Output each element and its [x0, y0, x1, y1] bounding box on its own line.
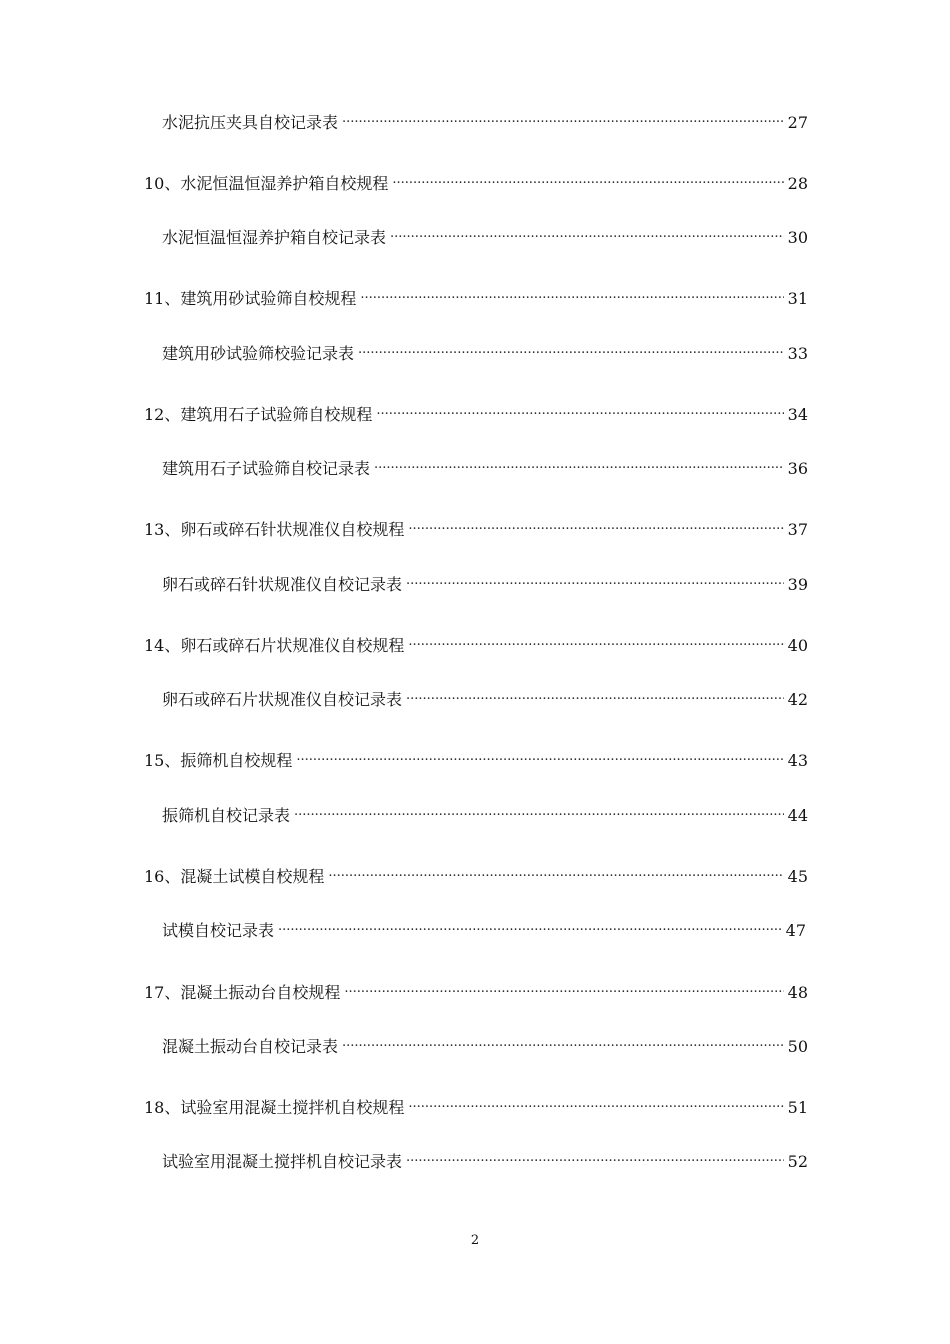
- toc-dot-leader: [408, 519, 783, 535]
- page-number: 2: [470, 1233, 480, 1248]
- toc-dot-leader: [406, 689, 784, 705]
- toc-dot-leader: [376, 404, 783, 420]
- toc-dot-leader: [406, 1151, 784, 1167]
- toc-entry[interactable]: [162, 1151, 808, 1173]
- toc-entry-title: 卵石或碎石片状规准仪自校记录表: [162, 690, 403, 709]
- toc-entry-title: 试验室用混凝土搅拌机自校记录表: [162, 1152, 403, 1171]
- toc-dot-leader: [360, 288, 783, 304]
- toc-entry-title: 12、建筑用石子试验筛自校规程: [144, 405, 373, 424]
- toc-entry[interactable]: [144, 866, 808, 888]
- toc-entry-page: 37: [787, 520, 808, 539]
- toc-dot-leader: [342, 112, 784, 128]
- toc-entry-page: 42: [787, 690, 808, 709]
- toc-entry[interactable]: [162, 574, 808, 596]
- toc-entry-page: 33: [787, 344, 808, 363]
- toc-entry-page: 34: [787, 405, 808, 424]
- toc-entry-title: 建筑用砂试验筛校验记录表: [162, 344, 355, 363]
- toc-entry[interactable]: [144, 1097, 808, 1119]
- toc-entry-title: 试模自校记录表: [162, 921, 275, 940]
- toc-entry-title: 卵石或碎石针状规准仪自校记录表: [162, 575, 403, 594]
- toc-entry-page: 39: [787, 575, 808, 594]
- toc-entry[interactable]: [162, 343, 808, 365]
- toc-entry-page: 43: [787, 751, 808, 770]
- toc-entry[interactable]: [144, 288, 808, 310]
- toc-entry-page: 48: [787, 983, 808, 1002]
- toc-dot-leader: [408, 1097, 783, 1113]
- toc-dot-leader: [296, 750, 783, 766]
- toc-entry-title: 水泥恒温恒湿养护箱自校记录表: [162, 228, 387, 247]
- toc-dot-leader: [392, 173, 783, 189]
- toc-entry[interactable]: [162, 227, 808, 249]
- toc-entry-title: 10、水泥恒温恒湿养护箱自校规程: [144, 174, 389, 193]
- toc-dot-leader: [390, 227, 784, 243]
- toc-entry-page: 52: [787, 1152, 808, 1171]
- toc-dot-leader: [328, 866, 783, 882]
- toc-dot-leader: [358, 343, 784, 359]
- toc-dot-leader: [374, 458, 784, 474]
- toc-dot-leader: [406, 574, 784, 590]
- toc-entry[interactable]: [162, 805, 808, 827]
- toc-entry-title: 水泥抗压夹具自校记录表: [162, 113, 339, 132]
- toc-entry-page: 28: [787, 174, 808, 193]
- toc-entry-title: 混凝土振动台自校记录表: [162, 1037, 339, 1056]
- toc-dot-leader: [294, 805, 784, 821]
- toc-entry-page: 30: [787, 228, 808, 247]
- toc-entry-page: 36: [787, 459, 808, 478]
- toc-entry-title: 建筑用石子试验筛自校记录表: [162, 459, 371, 478]
- toc-dot-leader: [342, 1036, 784, 1052]
- toc-dot-leader: [408, 635, 783, 651]
- toc-entry[interactable]: [162, 458, 808, 480]
- toc-entry[interactable]: [144, 173, 808, 195]
- toc-entry-title: 13、卵石或碎石针状规准仪自校规程: [144, 520, 405, 539]
- toc-entry-title: 16、混凝土试模自校规程: [144, 867, 325, 886]
- toc-entry-page: 45: [787, 867, 808, 886]
- toc-entry-title: 14、卵石或碎石片状规准仪自校规程: [144, 636, 405, 655]
- toc-entry-page: 51: [787, 1098, 808, 1117]
- toc-entry[interactable]: [144, 519, 808, 541]
- toc-entry-title: 18、试验室用混凝土搅拌机自校规程: [144, 1098, 405, 1117]
- toc-entry-title: 11、建筑用砂试验筛自校规程: [144, 289, 357, 308]
- toc-entry[interactable]: [162, 112, 808, 134]
- toc-entry-page: 40: [787, 636, 808, 655]
- toc-entry[interactable]: [162, 920, 806, 942]
- toc-entry[interactable]: [144, 404, 808, 426]
- toc-dot-leader: [278, 920, 782, 936]
- toc-dot-leader: [344, 982, 783, 998]
- toc-entry[interactable]: [144, 635, 808, 657]
- toc-entry-page: 27: [787, 113, 808, 132]
- toc-entry-page: 44: [787, 806, 808, 825]
- toc-entry[interactable]: [144, 982, 808, 1004]
- toc-entry-title: 振筛机自校记录表: [162, 806, 291, 825]
- toc-entry[interactable]: [162, 689, 808, 711]
- toc-entry-page: 31: [787, 289, 808, 308]
- toc-entry-title: 17、混凝土振动台自校规程: [144, 983, 341, 1002]
- toc-entry[interactable]: [144, 750, 808, 772]
- toc-entry-page: 50: [787, 1037, 808, 1056]
- toc-entry-title: 15、振筛机自校规程: [144, 751, 293, 770]
- toc-entry[interactable]: [162, 1036, 808, 1058]
- toc-entry-page: 47: [785, 921, 806, 940]
